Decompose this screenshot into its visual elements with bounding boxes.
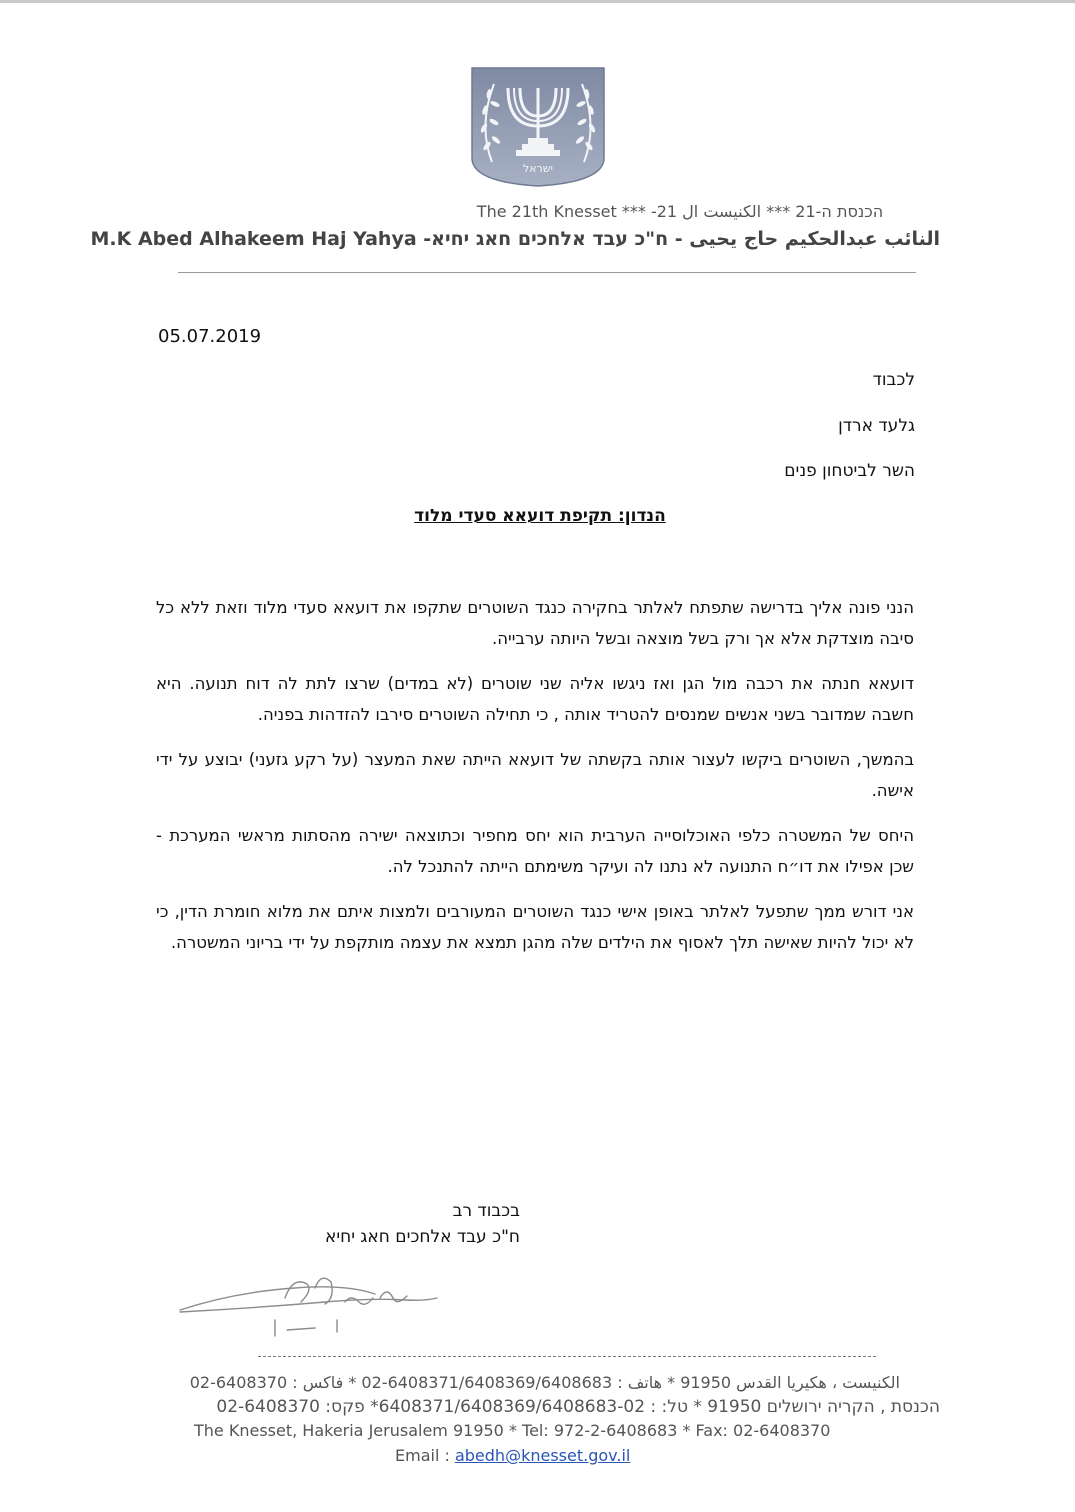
closing-phrase: בכבוד רב — [452, 1201, 520, 1221]
body-paragraph: אני דורש ממך שתפעל לאלתר באופן אישי כנגד השוטרים המעורבים ולמצות איתם את מלוא חומרת הדין, כי לא יכול להיות שאישה תלך לאסוף את הילדים שלה מהגן תמצא את עצמה מותקפת על ידי בריוני המשטרה. — [156, 902, 914, 952]
letter-closing — [325, 1198, 520, 1250]
emblem-lettering: ישראל — [522, 162, 554, 175]
page-top-border — [0, 0, 1075, 3]
footer-email — [395, 1446, 630, 1465]
handwritten-signature — [175, 1268, 455, 1348]
recipient-name: גלעד ארדן — [838, 416, 915, 436]
footer-address-arabic: الكنيست ، هكيريا القدس 91950 * هاتف : 6408371/6408369/6408683-02 * فاكس : 6408370-02 — [189, 1373, 900, 1392]
letter-date: 05.07.2019 — [158, 326, 262, 347]
knesset-header-line: הכנסת ה-21 *** الكنيست ال 21- *** The 21th Knesset — [476, 202, 884, 221]
email-link[interactable]: abedh@knesset.gov.il — [454, 1446, 631, 1465]
letter-body — [156, 592, 914, 972]
body-paragraph: הנני פונה אליך בדרישה שתפתח לאלתר בחקירה כנגד השוטרים שתקפו את דועאא סעדי מלוד וזאת ללא כל סיבה מוצדקת אלא אך ורק בשל מוצאה ובשל היותה ערבייה. — [156, 598, 914, 648]
body-paragraph: בהמשך, השוטרים ביקשו לעצור אותה בקשתה של דועאא הייתה שאת המעצר (על רקע גזעני) יבוצע על ידי אישה. — [156, 750, 914, 800]
footer-address-english: The Knesset, Hakeria Jerusalem 91950 * Tel: 972-2-6408683 * Fax: 02-6408370 — [194, 1421, 831, 1440]
mk-name-header: النائب عبدالحكيم حاج يحيى - ח"כ עבד אלחכים חאג יחיא- M.K Abed Alhakeem Haj Yahya — [90, 228, 940, 250]
body-paragraph: דועאא חנתה את רכבה מול הגן ואז ניגשו אליה שני שוטרים (לא במדים) שרצו לתת לה דוח תנועה. היא חשבה שמדובר בשני אנשים שמנסים להטריד אותה , כי תחילה השוטרים סירבו להזדהות בפניה. — [156, 674, 914, 724]
footer-address-hebrew: הכנסת , הקריה ירושלים 91950 * טל: : 6408371/6408369/6408683-02* פקס: 02-6408370 — [216, 1397, 940, 1417]
header-divider — [178, 272, 916, 273]
signer-name: ח"כ עבד אלחכים חאג יחיא — [324, 1227, 520, 1247]
state-emblem-icon — [468, 66, 608, 188]
body-paragraph: היחס של המשטרה כלפי האוכלוסייה הערבית הוא יחס מחפיר וכתוצאה ישירה מהסתות מראשי המערכת - שכן אפילו את דו״ח התנועה לא נתנו לה ועיקר משימתם הייתה להתנכל לה. — [156, 826, 914, 876]
recipient-title: השר לביטחון פנים — [784, 461, 915, 481]
footer-divider — [258, 1356, 876, 1357]
letter-subject: הנדון: תקיפת דועאא סעדי מלוד — [414, 506, 666, 526]
recipient-salutation: לכבוד — [872, 370, 915, 390]
email-label: Email : — [395, 1446, 450, 1465]
